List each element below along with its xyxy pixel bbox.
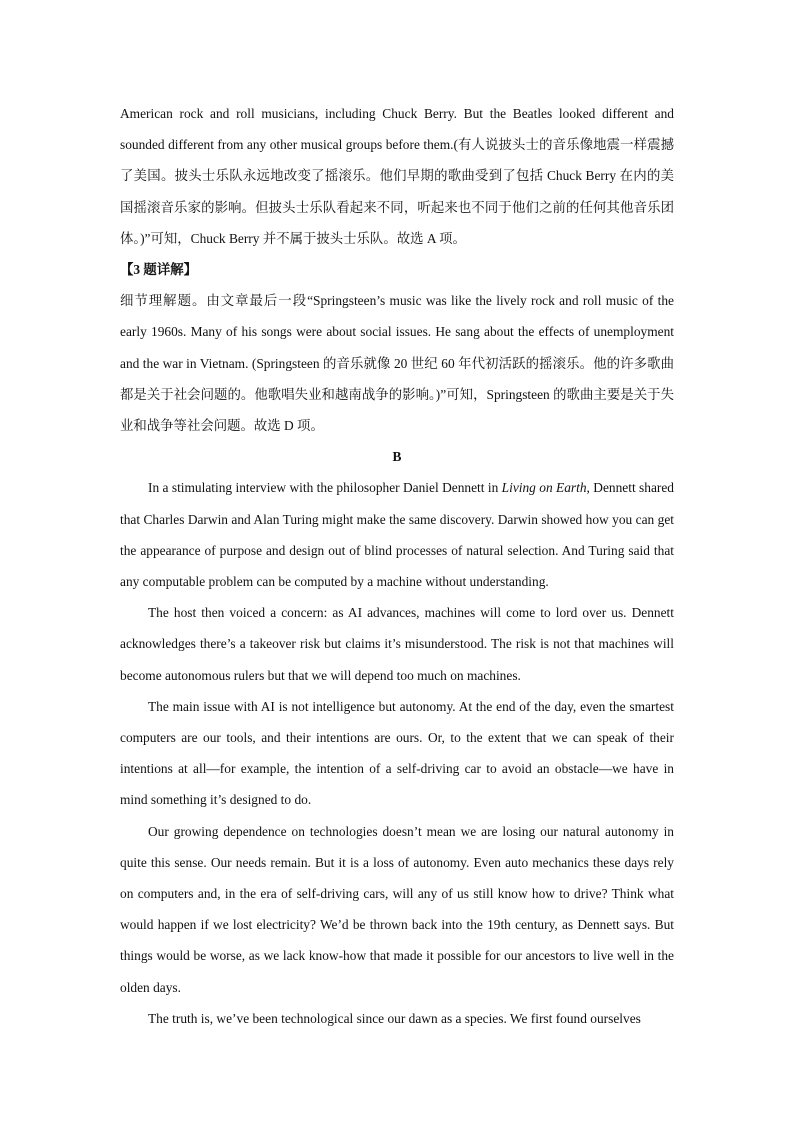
question-3-heading: 【3 题详解】 <box>120 262 197 278</box>
paragraph-ai-concern: The host then voiced a concern: as AI advances, machines will come to lord over us. Dennett acknowledges there’s a takeover risk but claims it’s misunderstood. The risk is not that machines will become autonomous rulers but that we will depend too much on machines. <box>120 605 674 683</box>
program-title: Living on Earth <box>501 480 587 496</box>
paragraph-technological-species: The truth is, we’ve been technological since our dawn as a species. We first found ourselves <box>148 1010 641 1026</box>
paragraph-ai-autonomy: The main issue with AI is not intelligence but autonomy. At the end of the day, even the smartest computers are our tools, and their intentions are ours. Or, to the extent that we can speak of their intentions at all—for example, the intention of a self-driving car to avoid an obstacle—we have in mind something it’s designed to do. <box>120 698 674 808</box>
paragraph-dennett-interview <box>120 472 674 597</box>
paragraph-question-3-explanation: 细节理解题。由文章最后一段“Springsteen’s music was like the lively rock and roll music of the early 1960s. Many of his songs were about social issues. He sang about the effects of unemployment and the war in Vietnam. (Springsteen 的音乐就像 20 世纪 60 年代初活跃的摇滚乐。他的许多歌曲都是关于社会问题的。他歌唱失业和越南战争的影响。)”可知，Springsteen 的歌曲主要是关于失业和战争等社会问题。故选 D 项。 <box>120 293 674 434</box>
paragraph-beatles-answer: American rock and roll musicians, including Chuck Berry. But the Beatles looked different and sounded different from any other musical groups before them.(有人说披头士的音乐像地震一样震撼了美国。披头士乐队永远地改变了摇滚乐。他们早期的歌曲受到了包括 Chuck Berry 在内的美国摇滚音乐家的影响。但披头士乐队看起来不同，听起来也不同于他们之前的任何其他音乐团体。)”可知，Chuck Berry 并不属于披头士乐队。故选 A 项。 <box>120 106 674 246</box>
paragraph-dennett-interview-start: In a stimulating interview with the philosopher Daniel Dennett in <box>148 480 502 496</box>
section-b-heading: B <box>392 449 402 465</box>
document-page <box>120 98 674 1034</box>
paragraph-technology-dependence: Our growing dependence on technologies doesn’t mean we are losing our natural autonomy in quite this sense. Our needs remain. But it is a loss of autonomy. Even auto mechanics these days rely on computers and, in the era of self-driving cars, will any of us still know how to drive? Think what would happen if we lost electricity? We’d be thrown back into the 19th century, as Dennett says. But things would be worse, as we lack know-how that made it possible for our ancestors to live well in the olden days. <box>120 823 674 995</box>
paragraph-dennett-interview-end: , Dennett shared that Charles Darwin and Alan Turing might make the same discovery. Darwin showed how you can get the appearance of purpose and design out of blind processes of natural selection. And Turing said that any computable problem can be computed by a machine without understanding. <box>120 480 674 590</box>
